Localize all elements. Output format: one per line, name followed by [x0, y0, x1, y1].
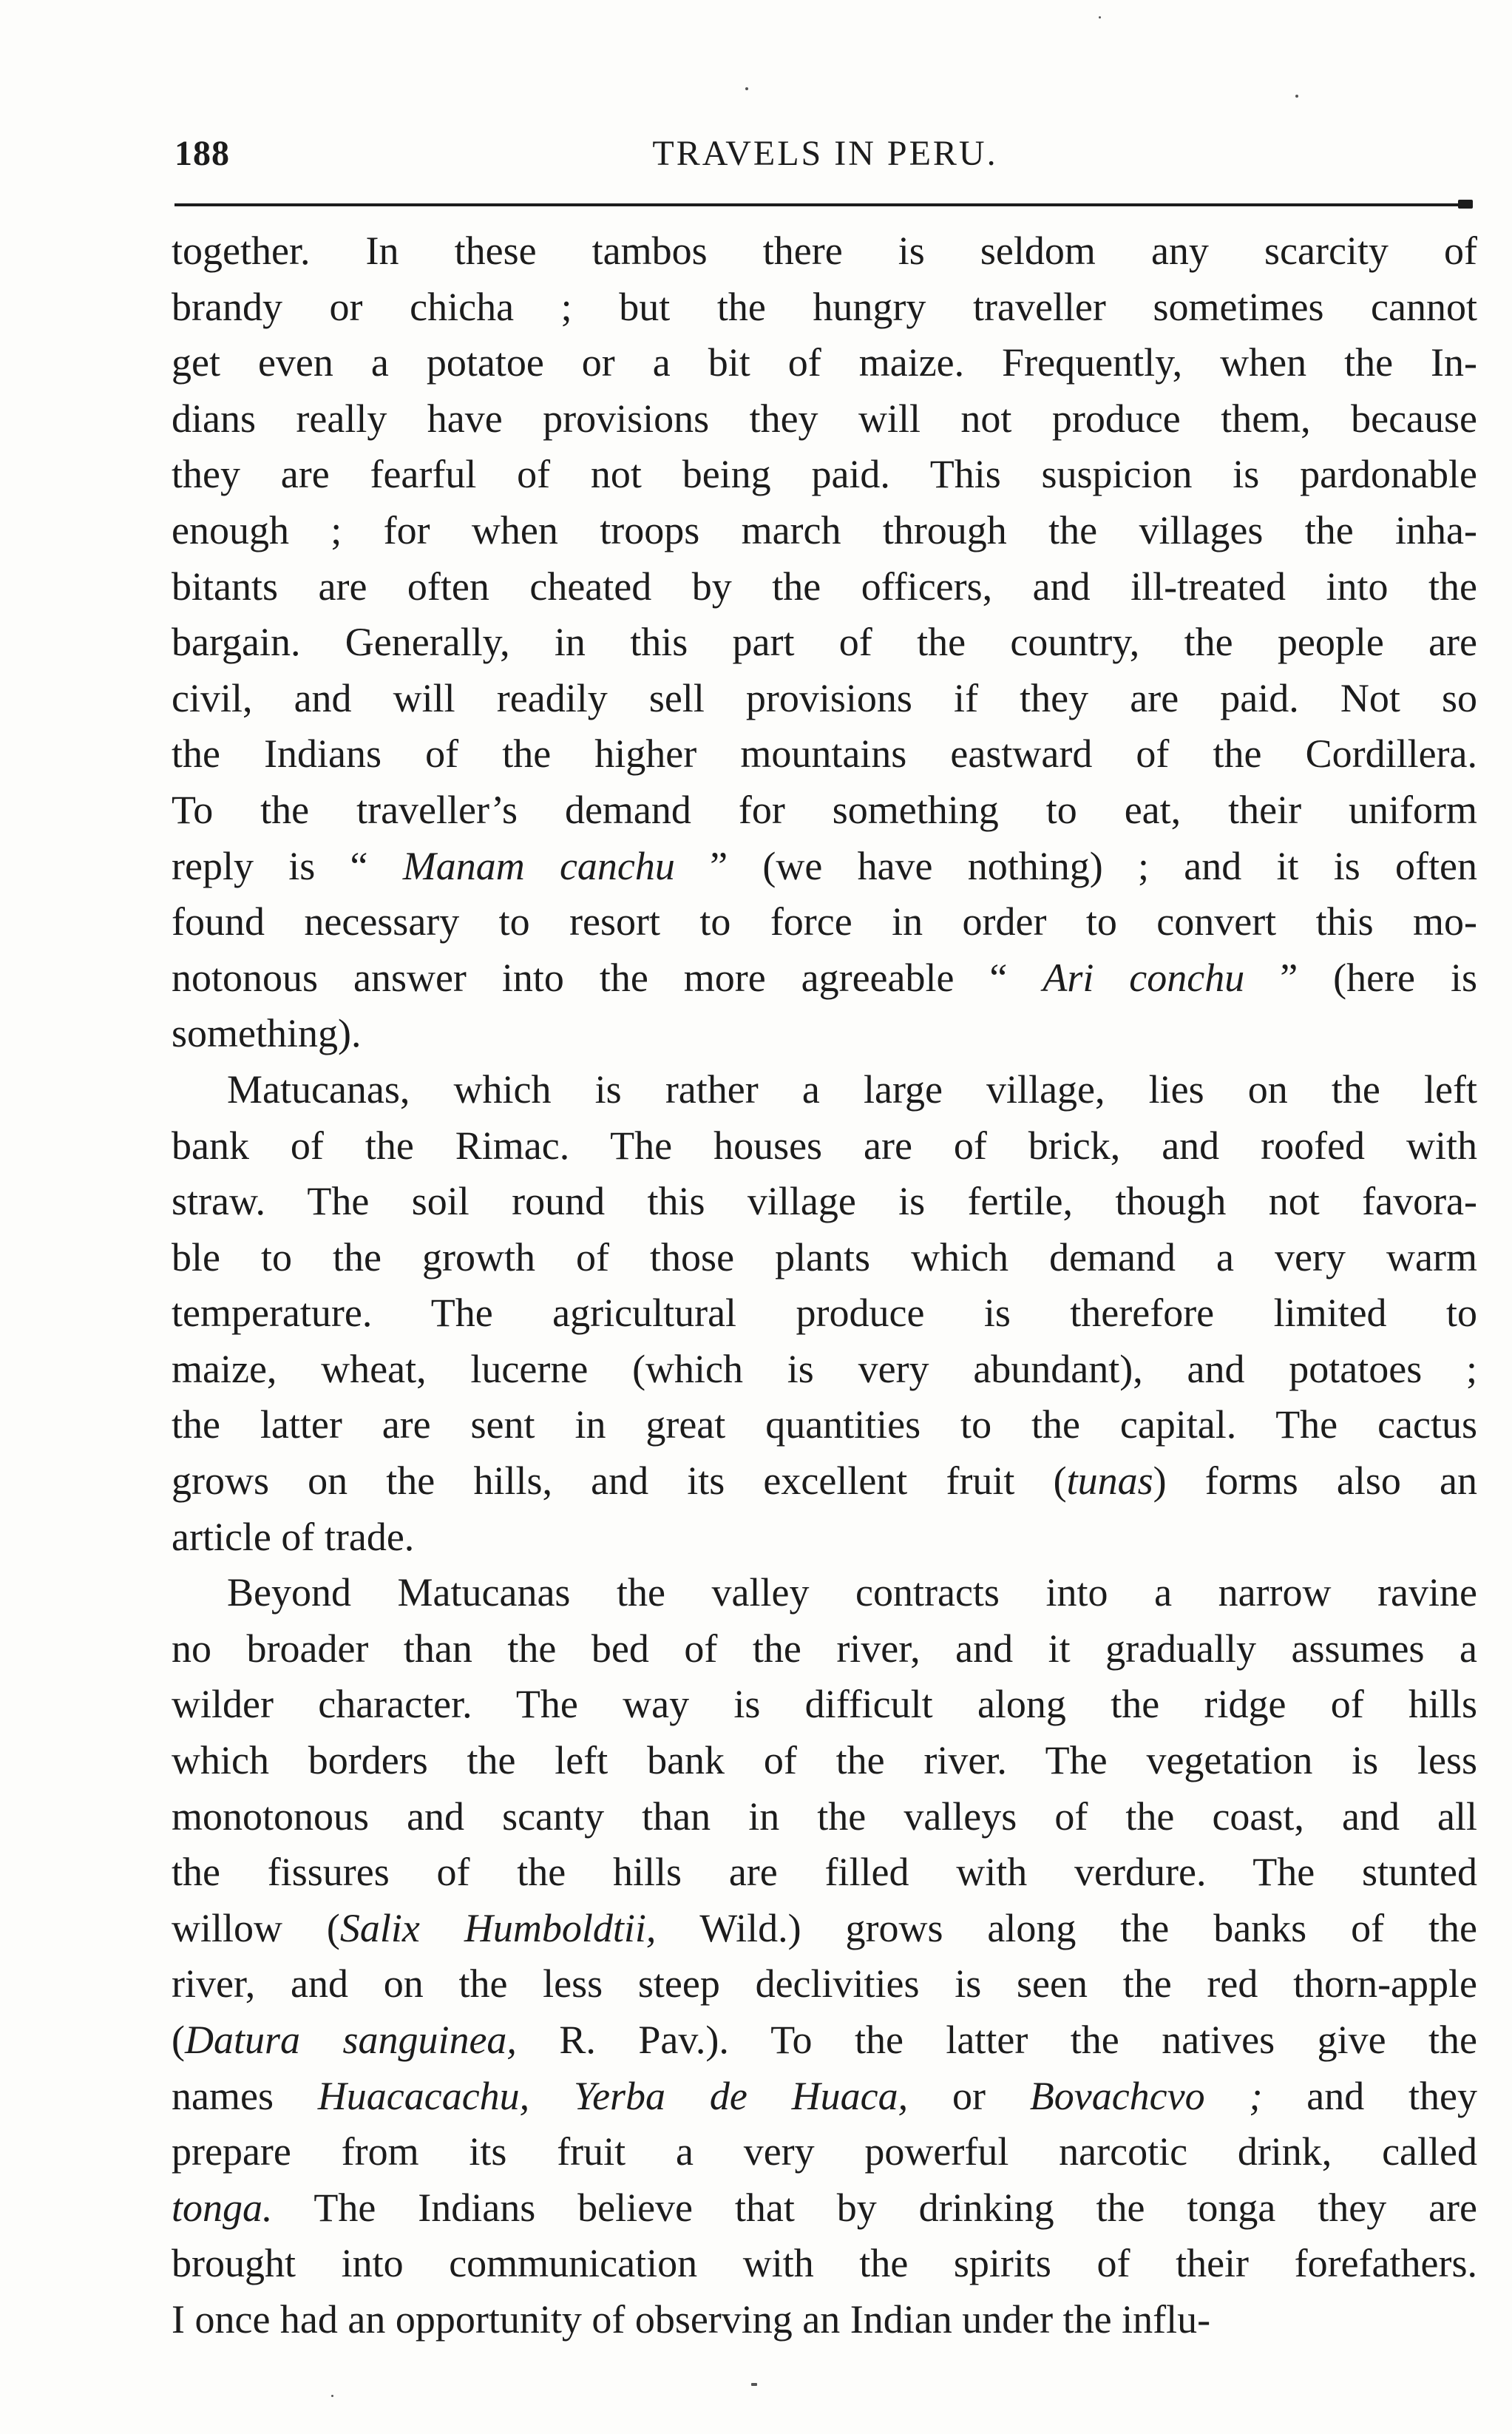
text-run: bank of the Rimac. The houses are of brick, and roofed with [172, 1123, 1477, 1168]
ink-speck [331, 2395, 333, 2397]
text-line [172, 950, 1477, 1007]
text-line [172, 894, 1477, 950]
text-run: ” (here is [1244, 955, 1477, 1000]
text-run: the fissures of the hills are filled with verdure. The stunted [172, 1850, 1477, 1895]
text-run: Matucanas, which is rather a large village, lies on the left [227, 1066, 1477, 1112]
text-run: or [908, 2073, 1030, 2118]
text-run: bitants are often cheated by the officers, and ill-treated into the [172, 564, 1477, 609]
text-run: river, and on the less steep declivities is seen the red thorn-apple [172, 1961, 1477, 2007]
text-line [172, 335, 1477, 391]
italic-run: Huacacachu, Yerba de Huaca, [317, 2073, 909, 2118]
running-head: TRAVELS IN PERU. [652, 134, 998, 173]
header-rule [174, 203, 1471, 206]
text-line [172, 1174, 1477, 1230]
text-run: get even a potatoe or a bit of maize. Frequently, when the In- [172, 340, 1477, 385]
text-line [172, 782, 1477, 839]
text-line [172, 1118, 1477, 1174]
text-line [172, 503, 1477, 559]
text-run: dians really have provisions they will not produce them, because [172, 396, 1477, 441]
text-run: willow ( [172, 1905, 340, 1950]
text-line [172, 1006, 1477, 1062]
ink-speck [745, 87, 748, 90]
text-line [172, 2124, 1477, 2180]
text-run: reply is “ [172, 843, 403, 888]
text-line [172, 1510, 1477, 1566]
text-line [172, 1453, 1477, 1510]
text-run: prepare from its fruit a very powerful narcotic drink, called [172, 2129, 1477, 2174]
text-line [172, 671, 1477, 727]
text-run: wilder character. The way is difficult along the ridge of hills [172, 1682, 1477, 1727]
text-run: civil, and will readily sell provisions if they are paid. Not so [172, 675, 1477, 720]
italic-run: Bovachcvo ; [1029, 2073, 1263, 2118]
text-line [172, 2236, 1477, 2292]
text-line [172, 2180, 1477, 2237]
page-header [174, 133, 1476, 185]
text-run: the Indians of the higher mountains eastward of the Cordillera. [172, 731, 1477, 777]
page-number: 188 [174, 134, 230, 173]
ink-speck [1295, 95, 1298, 98]
text-run: To the traveller’s demand for something to eat, their uniform [172, 787, 1477, 832]
text-line [172, 2292, 1477, 2348]
text-run: they are fearful of not being paid. This suspicion is pardonable [172, 452, 1477, 497]
text-line [172, 1677, 1477, 1733]
text-run: straw. The soil round this village is fertile, though not favora- [172, 1179, 1477, 1224]
text-run: article of trade. [172, 1514, 415, 1559]
text-run: brought into communication with the spirits of their forefathers. [172, 2241, 1477, 2286]
text-line [172, 2069, 1477, 2125]
text-line [172, 1230, 1477, 1286]
text-run: I once had an opportunity of observing an Indian under the influ- [172, 2296, 1211, 2342]
text-line [172, 1845, 1477, 1901]
text-run: something). [172, 1011, 362, 1056]
text-run: ble to the growth of those plants which demand a very warm [172, 1234, 1477, 1279]
text-line [172, 559, 1477, 615]
text-run: Beyond Matucanas the valley contracts into a narrow ravine [227, 1570, 1477, 1615]
text-run: ” (we have nothing) ; and it is often [674, 843, 1477, 888]
text-line [172, 1342, 1477, 1398]
text-run: temperature. The agricultural produce is therefore limited to [172, 1291, 1477, 1336]
text-line [172, 1789, 1477, 1845]
text-line [172, 1565, 1477, 1621]
ink-speck [751, 2383, 757, 2386]
text-run: enough ; for when troops march through the villages the inha- [172, 507, 1477, 552]
text-run: bargain. Generally, in this part of the country, the people are [172, 620, 1477, 665]
text-run: maize, wheat, lucerne (which is very abundant), and potatoes ; [172, 1346, 1477, 1391]
body-text [172, 223, 1477, 2348]
text-run: and they [1262, 2073, 1478, 2118]
italic-run: Ari conchu [1043, 955, 1245, 1000]
text-line [172, 1621, 1477, 1677]
text-run: names [172, 2073, 318, 2118]
italic-run: Manam canchu [402, 843, 675, 888]
text-run: grows on the hills, and its excellent fruit ( [172, 1458, 1067, 1504]
text-run: The Indians believe that by drinking the tonga they are [272, 2185, 1477, 2230]
italic-run: Salix Humboldtii, [339, 1905, 657, 1950]
text-run: found necessary to resort to force in order to convert this mo- [172, 899, 1477, 944]
text-line [172, 447, 1477, 503]
text-run: the latter are sent in great quantities to the capital. The cactus [172, 1402, 1477, 1447]
text-line [172, 839, 1477, 895]
italic-run: tonga. [172, 2185, 273, 2230]
header-rule-end [1458, 200, 1473, 209]
ink-speck [1099, 16, 1101, 18]
text-line [172, 391, 1477, 447]
text-run: ) forms also an [1153, 1458, 1478, 1504]
italic-run: Datura sanguinea, [184, 2018, 517, 2062]
text-line [172, 1901, 1477, 1957]
text-run: brandy or chicha ; but the hungry traveller sometimes cannot [172, 284, 1477, 329]
text-run: no broader than the bed of the river, and it gradually assumes a [172, 1626, 1477, 1671]
text-run: ( [172, 2018, 185, 2062]
text-line [172, 726, 1477, 782]
italic-run: tunas [1066, 1458, 1153, 1504]
text-line [172, 1285, 1477, 1342]
text-line [172, 1062, 1477, 1118]
text-run: notonous answer into the more agreeable “ [172, 955, 1043, 1000]
text-run: R. Pav.). To the latter the natives give the [516, 2018, 1477, 2062]
text-line [172, 1397, 1477, 1453]
text-line [172, 223, 1477, 280]
text-run: together. In these tambos there is seldom any scarcity of [172, 229, 1477, 273]
text-line [172, 1733, 1477, 1789]
text-line [172, 280, 1477, 336]
text-run: monotonous and scanty than in the valleys of the coast, and all [172, 1794, 1477, 1839]
text-run: which borders the left bank of the river. The vegetation is less [172, 1738, 1477, 1783]
text-line [172, 615, 1477, 671]
text-line [172, 2012, 1477, 2069]
text-run: Wild.) grows along the banks of the [656, 1905, 1477, 1950]
text-line [172, 1956, 1477, 2012]
